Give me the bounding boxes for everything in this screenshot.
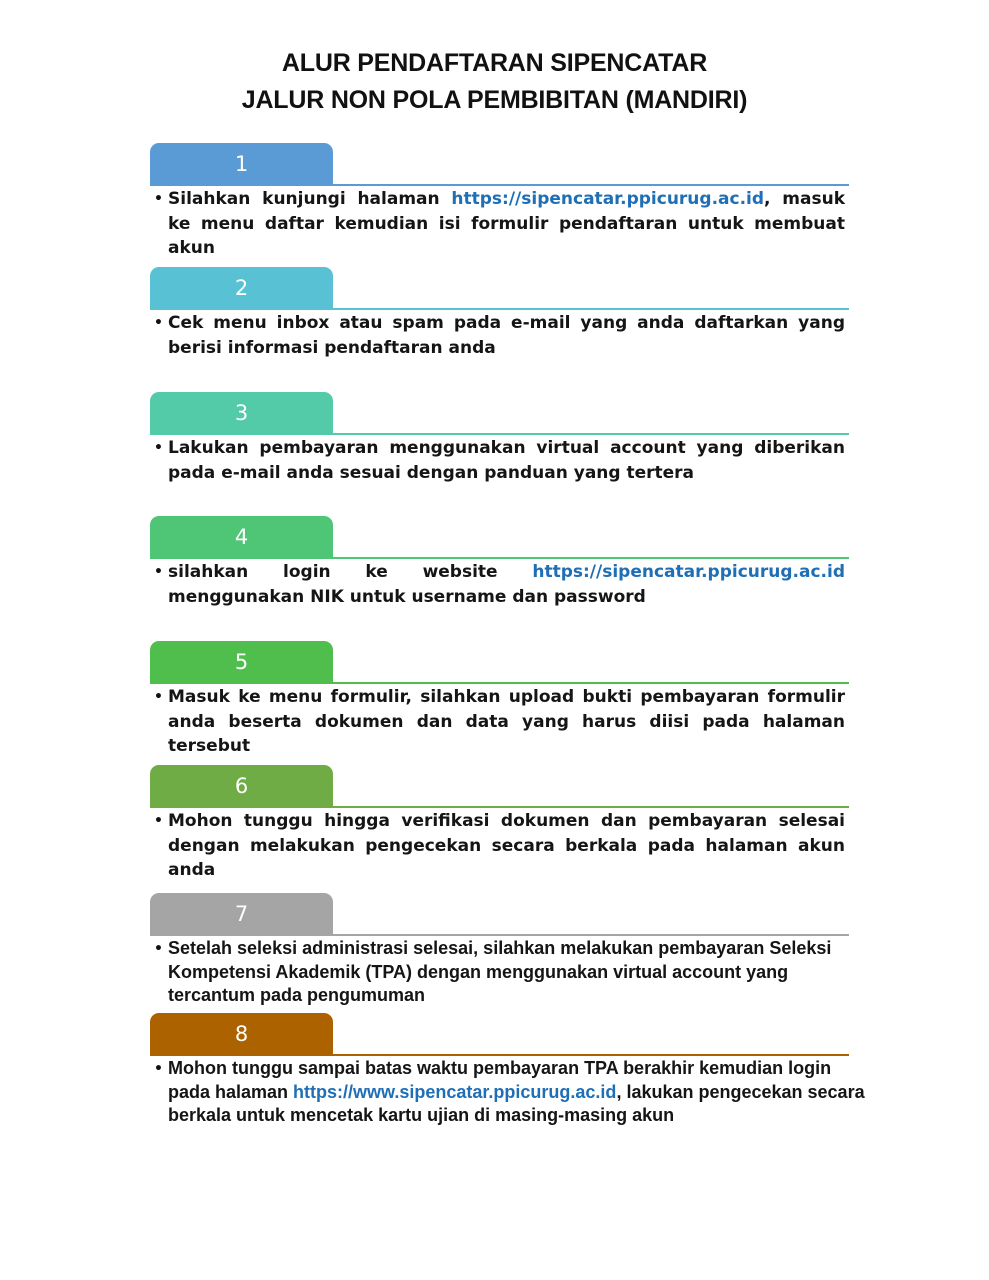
step-divider (150, 806, 849, 808)
step-text-before: Silahkan kunjungi halaman (168, 189, 452, 209)
step-text (168, 1057, 868, 1128)
step-text-after: , lakukan pengecekan secara berkala untuk mencetak kartu ujian di masing-masing akun (168, 1081, 865, 1125)
step-number-tab: 7 (150, 893, 333, 935)
step-text: Cek menu inbox atau spam pada e-mail yang anda daftarkan yang berisi informasi pendaftaran anda (168, 313, 845, 358)
step-divider (150, 184, 849, 186)
step-divider (150, 308, 849, 310)
step-divider (150, 433, 849, 435)
page-subtitle: JALUR NON POLA PEMBIBITAN (MANDIRI) (241, 86, 748, 114)
bullet-icon: • (154, 813, 163, 829)
bullet-icon: • (154, 689, 163, 705)
step-divider (150, 1054, 849, 1056)
step-number-tab: 4 (150, 516, 333, 558)
step-number-tab: 3 (150, 392, 333, 434)
tpa-login-link[interactable]: https://www.sipencatar.ppicurug.ac.id (293, 1081, 617, 1102)
page-title: ALUR PENDAFTARAN SIPENCATAR (281, 49, 708, 77)
step-text-before: silahkan login ke website (168, 562, 533, 582)
step-text: Setelah seleksi administrasi selesai, silahkan melakukan pembayaran Seleksi Kompetensi Akademik (TPA) dengan menggunakan virtual account yang tercantum pada pengumuman (168, 938, 832, 1005)
step-text-after: menggunakan NIK untuk username dan password (168, 586, 646, 607)
step-text: Lakukan pembayaran menggunakan virtual account yang diberikan pada e-mail anda sesuai dengan panduan yang tertera (168, 438, 845, 483)
bullet-icon: • (154, 1061, 163, 1077)
step-text-after: , masuk ke menu daftar kemudian isi formulir pendaftaran untuk membuat akun (168, 189, 845, 258)
registration-link[interactable]: https://sipencatar.ppicurug.ac.id (451, 189, 765, 209)
step-text (168, 187, 845, 261)
bullet-icon: • (154, 315, 163, 331)
login-link[interactable]: https://sipencatar.ppicurug.ac.id (532, 562, 845, 582)
step-number-tab: 6 (150, 765, 333, 807)
bullet-icon: • (154, 564, 163, 580)
step-divider (150, 557, 849, 559)
bullet-icon: • (154, 941, 163, 957)
step-number-tab: 5 (150, 641, 333, 683)
step-text-before: Mohon tunggu sampai batas waktu pembayaran TPA berakhir kemudian login pada halaman (168, 1058, 832, 1102)
step-number-tab: 1 (150, 143, 333, 185)
step-text (168, 560, 845, 609)
step-divider (150, 682, 849, 684)
step-number-tab: 8 (150, 1013, 333, 1055)
bullet-icon: • (154, 191, 163, 207)
bullet-icon: • (154, 440, 163, 456)
step-text: Masuk ke menu formulir, silahkan upload bukti pembayaran formulir anda beserta dokumen dan data yang harus diisi pada halaman tersebut (168, 687, 845, 756)
step-divider (150, 934, 849, 936)
step-text: Mohon tunggu hingga verifikasi dokumen dan pembayaran selesai dengan melakukan pengecekan secara berkala pada halaman akun anda (168, 811, 845, 880)
step-number-tab: 2 (150, 267, 333, 309)
